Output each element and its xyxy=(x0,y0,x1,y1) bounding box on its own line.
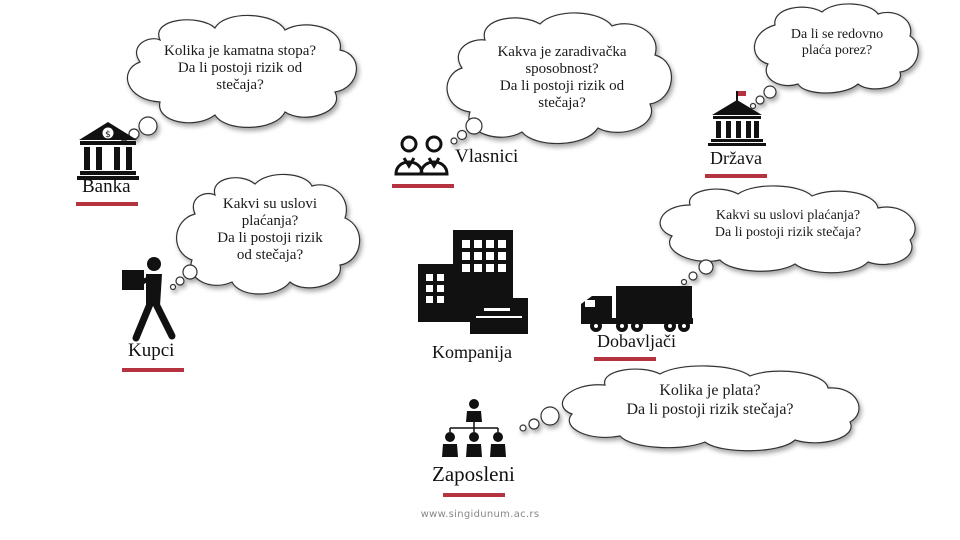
question-line: Kolika je kamatna stopa? xyxy=(163,43,317,59)
question-line: sposobnost? xyxy=(525,61,599,77)
truck-icon xyxy=(581,286,693,332)
question-line: Kakvi su uslovi plaćanja? xyxy=(715,208,861,223)
question-line: Da li postoji rizik stečaja? xyxy=(626,401,794,418)
question-line: plaća porez? xyxy=(801,43,873,58)
customer-icon xyxy=(122,257,172,338)
question-line: Kakva je zaradivačka xyxy=(497,44,627,60)
label-drzava: Država xyxy=(710,148,762,168)
question-zaposleni xyxy=(600,381,820,419)
question-line: stečaja? xyxy=(538,95,586,111)
underline-banka xyxy=(76,202,138,206)
underline-drzava xyxy=(705,174,767,178)
question-line: od stečaja? xyxy=(236,247,304,263)
footer-url: www.singidunum.ac.rs xyxy=(420,509,540,520)
question-vlasnici xyxy=(482,44,642,112)
question-line: stečaja? xyxy=(216,77,264,93)
owners-icon xyxy=(396,137,447,174)
svg-text:$: $ xyxy=(105,130,111,140)
underline-zaposleni xyxy=(443,493,505,497)
question-line: Da li postoji rizik od xyxy=(177,60,303,76)
underline-vlasnici xyxy=(392,184,454,188)
question-kupci xyxy=(205,196,335,264)
question-line: Da li se redovno xyxy=(790,27,884,42)
label-banka: Banka xyxy=(82,176,131,197)
underline-kupci xyxy=(122,368,184,372)
question-line: Kakvi su uslovi xyxy=(222,196,318,212)
question-line: plaćanja? xyxy=(241,213,299,229)
underline-dobavljaci xyxy=(594,357,656,361)
label-kupci: Kupci xyxy=(128,340,175,361)
label-vlasnici: Vlasnici xyxy=(455,146,519,167)
question-line: Da li postoji rizik xyxy=(217,230,323,246)
question-dobavljaci xyxy=(688,207,888,241)
label-dobavljaci: Dobavljači xyxy=(597,331,676,351)
question-drzava xyxy=(772,27,902,59)
question-line: Da li postoji rizik stečaja? xyxy=(714,225,862,240)
question-banka xyxy=(150,43,330,94)
question-line: Da li postoji rizik od xyxy=(499,78,625,94)
question-line: Kolika je plata? xyxy=(659,382,761,399)
company-buildings-icon xyxy=(418,230,528,334)
label-zaposleni: Zaposleni xyxy=(432,462,515,486)
org-chart-icon xyxy=(442,399,506,457)
label-kompanija: Kompanija xyxy=(432,342,512,362)
